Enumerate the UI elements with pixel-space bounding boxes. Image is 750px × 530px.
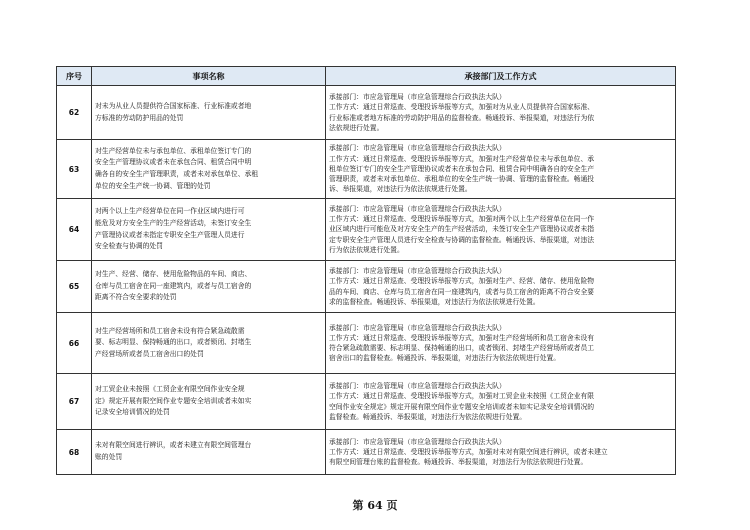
row-department bbox=[326, 140, 676, 199]
responsibility-table bbox=[56, 66, 676, 475]
text-line: 工作方式：通过日常巡查、受理投诉举报等方式，加强对为从业人员提供符合国家标准、 bbox=[329, 103, 595, 112]
row-department bbox=[326, 86, 676, 140]
text-line: 监督检查。畅通投诉、举报渠道，对违法行为依法依规进行处置。 bbox=[329, 412, 527, 421]
text-line: 承接部门：市应急管理局（市应急管理综合行政执法大队） bbox=[329, 437, 506, 446]
text-line: 要、标志明显、保持畅通的出口，或者锁闭、封堵生 bbox=[95, 338, 252, 347]
row-number: 64 bbox=[57, 199, 92, 261]
text-line: 对未为从业人员提供符合国家标准、行业标准或者地 bbox=[95, 101, 252, 110]
document-page bbox=[56, 66, 660, 475]
text-line: 方标准的劳动防护用品的处罚 bbox=[95, 113, 184, 122]
text-line: 产经营场所或者员工宿舍出口的处罚 bbox=[95, 349, 204, 358]
text-line: 求的监督检查。畅通投诉、举报渠道，对违法行为依法依规进行处置。 bbox=[329, 297, 540, 306]
text-line: 定专职安全生产管理人员进行安全检查与协调的监督检查。畅通投诉、举报渠道，对违法 bbox=[329, 235, 595, 244]
text-line: 定》规定开展有限空间作业专题安全培训或者未如实 bbox=[95, 396, 252, 405]
row-department bbox=[326, 199, 676, 261]
text-line: 对生产经营单位未与承包单位、承租单位签订专门的 bbox=[95, 146, 252, 155]
text-line: 工作方式：通过日常巡查、受理投诉举报等方式，加强对生产经营单位未与承包单位、承 bbox=[329, 154, 595, 163]
text-line: 产管理协议或者未指定专职安全生产管理人员进行 bbox=[95, 230, 245, 239]
text-line: 对工贸企业未按照《工贸企业有限空间作业安全规 bbox=[95, 385, 245, 394]
text-line: 承接部门：市应急管理局（市应急管理综合行政执法大队） bbox=[329, 93, 506, 102]
text-line: 安全检查与协调的处罚 bbox=[95, 242, 163, 251]
text-line: 承接部门：市应急管理局（市应急管理综合行政执法大队） bbox=[329, 382, 506, 391]
text-line: 承接部门：市应急管理局（市应急管理综合行政执法大队） bbox=[329, 267, 506, 276]
row-number: 68 bbox=[57, 430, 92, 475]
text-line: 承接部门：市应急管理局（市应急管理综合行政执法大队） bbox=[329, 144, 506, 153]
text-line: 符合紧急疏散需要、标志明显、保持畅通的出口，或者锁闭、封堵生产经营场所或者员工 bbox=[329, 344, 595, 352]
table-header-row bbox=[57, 67, 676, 86]
table-row bbox=[57, 140, 676, 199]
text-line: 诉、举报渠道，对违法行为依法依规进行处置。 bbox=[329, 185, 472, 194]
table-row bbox=[57, 199, 676, 261]
text-line: 账的处罚 bbox=[95, 453, 123, 461]
table-row bbox=[57, 313, 676, 374]
row-item-name bbox=[92, 430, 326, 475]
text-line: 工作方式：通过日常巡查、受理投诉举报等方式，加强对生产经营场所和员工宿舍未设有 bbox=[329, 333, 595, 342]
text-line: 工作方式：通过日常巡查、受理投诉举报等方式，加强对未对有限空间进行辨识，或者未建立 bbox=[329, 447, 608, 456]
text-line: 对生产经营场所和员工宿舍未设有符合紧急疏散需 bbox=[95, 326, 245, 335]
table-row bbox=[57, 86, 676, 140]
text-line: 对两个以上生产经营单位在同一作业区域内进行可 bbox=[95, 207, 245, 216]
text-line: 记录安全培训情况的处罚 bbox=[95, 408, 170, 417]
table-row bbox=[57, 430, 676, 475]
text-line: 行业标准或者地方标准的劳动防护用品的监督检查。畅通投诉、举报渠道，对违法行为依 bbox=[329, 113, 595, 122]
row-department bbox=[326, 430, 676, 475]
text-line: 能危及对方安全生产的生产经营活动，未签订安全生 bbox=[95, 218, 252, 227]
header-item-name: 事项名称 bbox=[92, 67, 326, 86]
text-line: 租单位签订专门的安全生产管理协议或者未在承包合同、租赁合同中明确各自的安全生产 bbox=[329, 164, 595, 173]
text-line: 承接部门：市应急管理局（市应急管理综合行政执法大队） bbox=[329, 323, 506, 332]
row-number: 63 bbox=[57, 140, 92, 199]
text-line: 工作方式：通过日常巡查、受理投诉举报等方式，加强对工贸企业未按照《工贸企业有限 bbox=[329, 392, 595, 401]
text-line: 管理职责，或者未对承包单位、承租单位的安全生产统一协调、管理的监督检查。畅通投 bbox=[329, 175, 595, 184]
text-line: 安全生产管理协议或者未在承包合同、租赁合同中明 bbox=[95, 158, 252, 167]
page-number: 第 64 页 bbox=[352, 499, 398, 512]
text-line: 空间作业安全规定》规定开展有限空间作业专题安全培训或者未如实记录安全培训情况的 bbox=[329, 402, 595, 411]
text-line: 承接部门：市应急管理局（市应急管理综合行政执法大队） bbox=[329, 204, 506, 213]
row-item-name bbox=[92, 313, 326, 374]
table-row bbox=[57, 374, 676, 430]
header-number: 序号 bbox=[57, 67, 92, 86]
row-item-name bbox=[92, 374, 326, 430]
row-department bbox=[326, 261, 676, 313]
header-department: 承接部门及工作方式 bbox=[326, 67, 676, 86]
text-line: 工作方式：通过日常巡查、受理投诉举报等方式，加强对生产、经营、储存、使用危险物 bbox=[329, 277, 595, 286]
text-line: 工作方式：通过日常巡查、受理投诉举报等方式，加强对两个以上生产经营单位在同一作 bbox=[329, 215, 595, 224]
text-line: 单位的安全生产统一协调、管理的处罚 bbox=[95, 181, 211, 190]
text-line: 行为依法依规进行处置。 bbox=[329, 245, 404, 254]
text-line: 仓库与员工宿舍在同一座建筑内，或者与员工宿舍的 bbox=[95, 281, 252, 290]
row-number: 67 bbox=[57, 374, 92, 430]
row-department bbox=[326, 374, 676, 430]
text-line: 业区域内进行可能危及对方安全生产的生产经营活动，未签订安全生产管理协议或者未指 bbox=[329, 225, 595, 234]
text-line: 法依规进行处置。 bbox=[329, 123, 384, 132]
table-row bbox=[57, 261, 676, 313]
text-line: 确各自的安全生产管理职责，或者未对承包单位、承租 bbox=[95, 170, 259, 178]
text-line: 品的车间、商店、仓库与员工宿舍在同一座建筑内，或者与员工宿舍的距离不符合安全要 bbox=[329, 287, 595, 296]
text-line: 宿舍出口的监督检查。畅通投诉、举报渠道，对违法行为依法依规进行处置。 bbox=[329, 354, 561, 363]
text-line: 有限空间管理台账的监督检查。畅通投诉、举报渠道，对违法行为依法依规进行处置。 bbox=[329, 458, 588, 467]
text-line: 未对有限空间进行辨识，或者未建立有限空间管理台 bbox=[95, 441, 252, 450]
row-item-name bbox=[92, 199, 326, 261]
row-number: 62 bbox=[57, 86, 92, 140]
row-number: 66 bbox=[57, 313, 92, 374]
row-item-name bbox=[92, 140, 326, 199]
text-line: 距离不符合安全要求的处罚 bbox=[95, 293, 177, 302]
row-number: 65 bbox=[57, 261, 92, 313]
row-item-name bbox=[92, 86, 326, 140]
text-line: 对生产、经营、储存、使用危险物品的车间、商店、 bbox=[95, 270, 252, 279]
row-department bbox=[326, 313, 676, 374]
row-item-name bbox=[92, 261, 326, 313]
